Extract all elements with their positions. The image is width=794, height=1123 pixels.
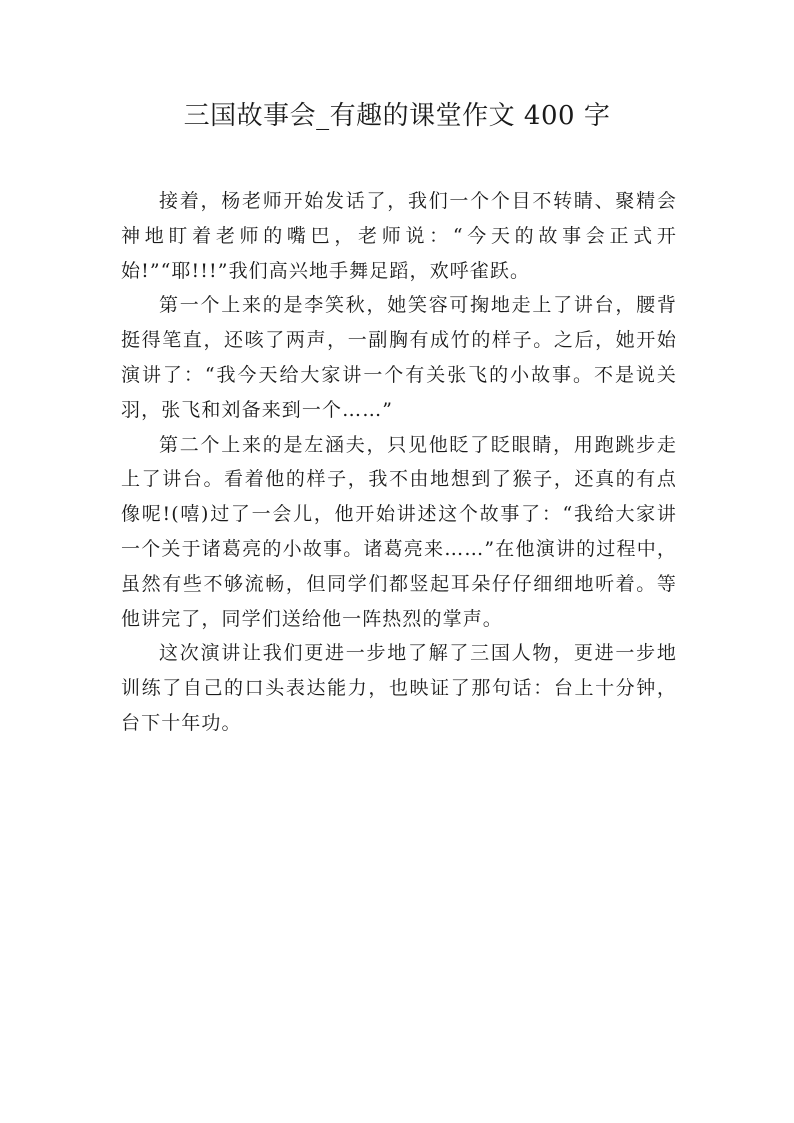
paragraph-3: 第二个上来的是左涵夫，只见他眨了眨眼睛，用跑跳步走上了讲台。看着他的样子，我不由地想到了猴子，还真的有点像呢!(嘻)过了一会儿，他开始讲述这个故事了：“我给大家讲一个关于诸葛亮的小故事。诸葛亮来……”在他演讲的过程中，虽然有些不够流畅，但同学们都竖起耳朵仔仔细细地听着。等他讲完了，同学们送给他一阵热烈的掌声。 <box>121 433 677 630</box>
document-body <box>121 184 677 741</box>
paragraph-4: 这次演讲让我们更进一步地了解了三国人物，更进一步地训练了自己的口头表达能力，也映证了那句话：台上十分钟，台下十年功。 <box>121 642 677 734</box>
paragraph-1: 接着，杨老师开始发话了，我们一个个目不转睛、聚精会神地盯着老师的嘴巴，老师说：“今天的故事会正式开始!”“耶!!!”我们高兴地手舞足蹈，欢呼雀跃。 <box>121 190 677 282</box>
document-title: 三国故事会_有趣的课堂作文 400 字 <box>183 101 611 131</box>
paragraph-2: 第一个上来的是李笑秋，她笑容可掬地走上了讲台，腰背挺得笔直，还咳了两声，一副胸有成竹的样子。之后，她开始演讲了：“我今天给大家讲一个有关张飞的小故事。不是说关羽，张飞和刘备来到一个……” <box>121 294 677 421</box>
